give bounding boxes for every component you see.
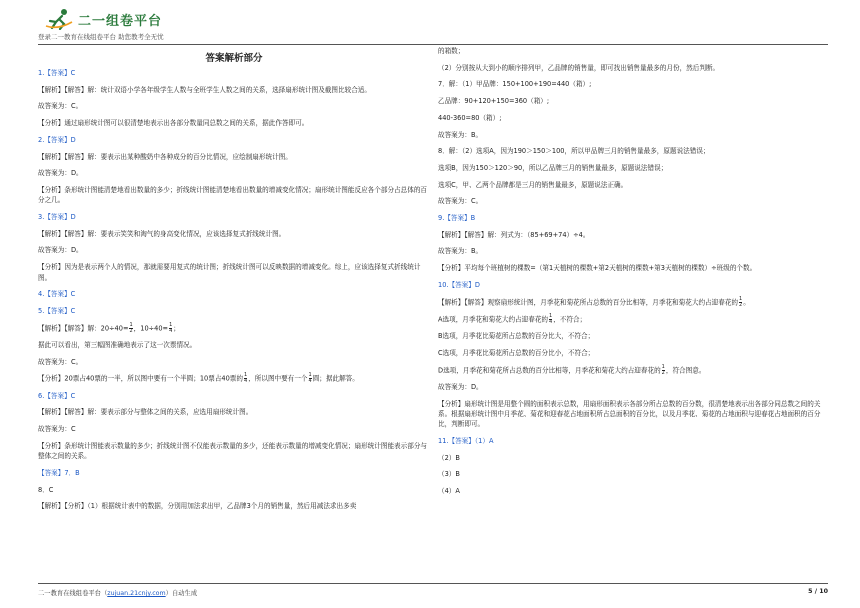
conclusion: 故答案为：B。 (438, 247, 483, 256)
conclusion: 故答案为：D。 (38, 246, 83, 255)
fraction: $\frac{1}{4}$ (169, 321, 173, 334)
conclusion: 故答案为：C。 (38, 357, 83, 366)
answer-label: 6.【答案】C (38, 391, 76, 400)
answer-label: 1.【答案】C (38, 69, 76, 77)
logo-text: 二一组卷平台 (78, 14, 163, 29)
explanation: 【解析】【解答】解：列式为：（85+69+74）÷4。 (438, 230, 590, 239)
answer-label: 10.【答案】D (438, 280, 480, 289)
explanation: 的箱数； (438, 47, 465, 55)
site-logo[interactable] (44, 8, 224, 30)
solution-line: 选项C，甲、乙两个品牌都是三月的销售量最多，原题说法正确。 (438, 180, 628, 189)
analysis: 【分析】条形统计图能表示数量的多少；折线统计图不仅能表示数量的多少，还能表示数量的增减变化情况；扇形统计图能表示部分与整体之间的关系。 (38, 441, 428, 461)
option-line: C选项，月季花比菊花所占总数的百分比小，不符合； (438, 348, 595, 357)
explanation: 【解析】【分析】（1）根据统计表中的数据，分别用加法求出甲，乙品牌3个月的销售量，然后用减法求出多卖 (38, 502, 357, 511)
explanation: 【解析】【解答】解：要表示部分与整体之间的关系，应选用扇形统计图。 (38, 408, 253, 417)
runner-logo-icon (44, 8, 74, 30)
footer-link[interactable]: zujuan.21cnjy.com (107, 590, 166, 597)
explanation: 【解析】【解答】解：要表示笑笑和淘气的身高变化情况，应该选择复式折线统计图。 (38, 229, 286, 238)
header-tagline: 登录二一教育在线组卷平台 助您教考全无忧 (38, 33, 164, 41)
option-line: D选项，月季花和菊花所占总数的百分比相等，月季花和菊花大约占迎春花的 $\frac{1}{2}$ ，符合图意。 (438, 363, 706, 376)
right-column (438, 46, 830, 503)
answer-label: 3.【答案】D (38, 213, 76, 222)
answer-label: 5.【答案】C (38, 306, 76, 315)
page-number: 5 / 10 (808, 588, 828, 595)
answer-label: （4）A (438, 487, 460, 496)
conclusion: 故答案为：B。 (438, 130, 483, 139)
analysis: 【分析】条形统计图能清楚地看出数量的多少；折线统计图能清楚地看出数量的增减变化情况；扇形统计图能反应各个部分占总体的百分之几。 (38, 185, 428, 205)
conclusion: 故答案为：C (38, 425, 76, 434)
conclusion: 故答案为：C。 (38, 102, 83, 111)
analysis: 【分析】20票占40票的一半，所以图中要有一个半圆；10票占40票的 $\frac{1}{4}$ ，所以图中要有一个 $\frac{1}{4}$ 圆；据此解答。 (38, 372, 359, 385)
conclusion: 故答案为：C。 (438, 197, 483, 206)
fraction: $\frac{1}{4}$ (244, 372, 248, 385)
left-column (38, 68, 430, 518)
explanation: 【解析】【解答】解：要表示出某种酸奶中各种成分的百分比情况，应绘制扇形统计图。 (38, 152, 292, 161)
answer-label: 9.【答案】B (438, 214, 476, 223)
answer-label: （2）B (438, 453, 460, 462)
fraction: $\frac{1}{2}$ (661, 363, 665, 376)
solution-line: 440-360=80（箱）; (438, 113, 502, 122)
fraction: $\frac{1}{2}$ (739, 295, 743, 308)
explanation: 【解析】【解答】解：20÷40= $\frac{1}{2}$ ，10÷40= $\frac{1}{4}$ ； (38, 321, 180, 334)
page-title: 答案解析部分 (205, 53, 263, 64)
analysis: 【分析】平均每个班植树的棵数=（第1天植树的棵数+第2天植树的棵数+第3天植树的棵数）÷班级的个数。 (438, 264, 757, 273)
explanation: 【解析】【解答】观察扇形统计图，月季花和菊花所占总数的百分比相等，月季花和菊花大约占迎春花的 $\frac{1}{2}$ 。 (438, 295, 750, 308)
solution-line: 乙品牌：90+120+150=360（箱）; (438, 97, 550, 106)
footer-source: 二一教育在线组卷平台（zujuan.21cnjy.com）自动生成 (38, 590, 198, 597)
explanation: （2）分别按从大到小的顺序排列甲，乙品牌的销售量，即可找出销售量最多的月份，然后判断。 (438, 63, 720, 72)
explanation: 据此可以看出，第三幅图准确地表示了这一次票情况。 (38, 340, 197, 349)
fraction: $\frac{1}{2}$ (129, 321, 133, 334)
solution-line: 7．解：（1）甲品牌：150+100+190=440（箱）; (438, 80, 592, 89)
analysis: 【分析】因为是表示两个人的情况，那就需要用复式的统计图；折线统计图可以反映数据的增减变化。综上，应该选择复式折线统计图。 (38, 263, 421, 282)
option-line: B选项，月季花比菊花所占总数的百分比大，不符合； (438, 332, 595, 341)
answer-label: （3）B (438, 470, 460, 479)
fraction: $\frac{1}{4}$ (549, 312, 553, 325)
explanation: 【解析】【解答】解：统计双语小学各年级学生人数与全班学生人数之间的关系，选择扇形统计图及截图比较合适。 (38, 85, 371, 94)
analysis: 【分析】通过扇形统计图可以很清楚地表示出各部分数量同总数之间的关系，据此作答即可。 (38, 119, 309, 128)
option-line: A选项，月季花和菊花大约占迎春花的 $\frac{1}{4}$ ，不符合； (438, 312, 587, 325)
analysis: 【分析】扇形统计图是用整个圆的面积表示总数，用扇形面积表示各部分所占总数的百分数，很清楚地表示出各部分同总数之间的关系。根据扇形统计图中月季花、菊花和迎春花占地面积所占总面积的百分比，以及月季花、菊花的占地面积与迎春花占地面积的百分比，判断即可。 (438, 399, 821, 429)
fraction: $\frac{1}{4}$ (308, 372, 312, 385)
answer-label: 【答案】7．B (38, 468, 80, 477)
answer-label: 2.【答案】D (38, 135, 76, 144)
conclusion: 故答案为：D。 (38, 169, 83, 178)
answer-label: 11.【答案】（1）A (438, 437, 494, 446)
answer-label: 8．C (38, 485, 54, 494)
page-footer (38, 583, 828, 600)
conclusion: 故答案为：D。 (438, 382, 483, 391)
answer-label: 4.【答案】C (38, 290, 76, 299)
page-header (38, 6, 828, 45)
solution-line: 选项B，因为150＞120＞90，所以乙品牌三月的销售量最多，原题说法错误； (438, 163, 668, 172)
solution-line: 8．解：（2）选项A，因为190＞150＞100，所以甲品牌三月的销售量最多，原题说法错误； (438, 147, 710, 156)
